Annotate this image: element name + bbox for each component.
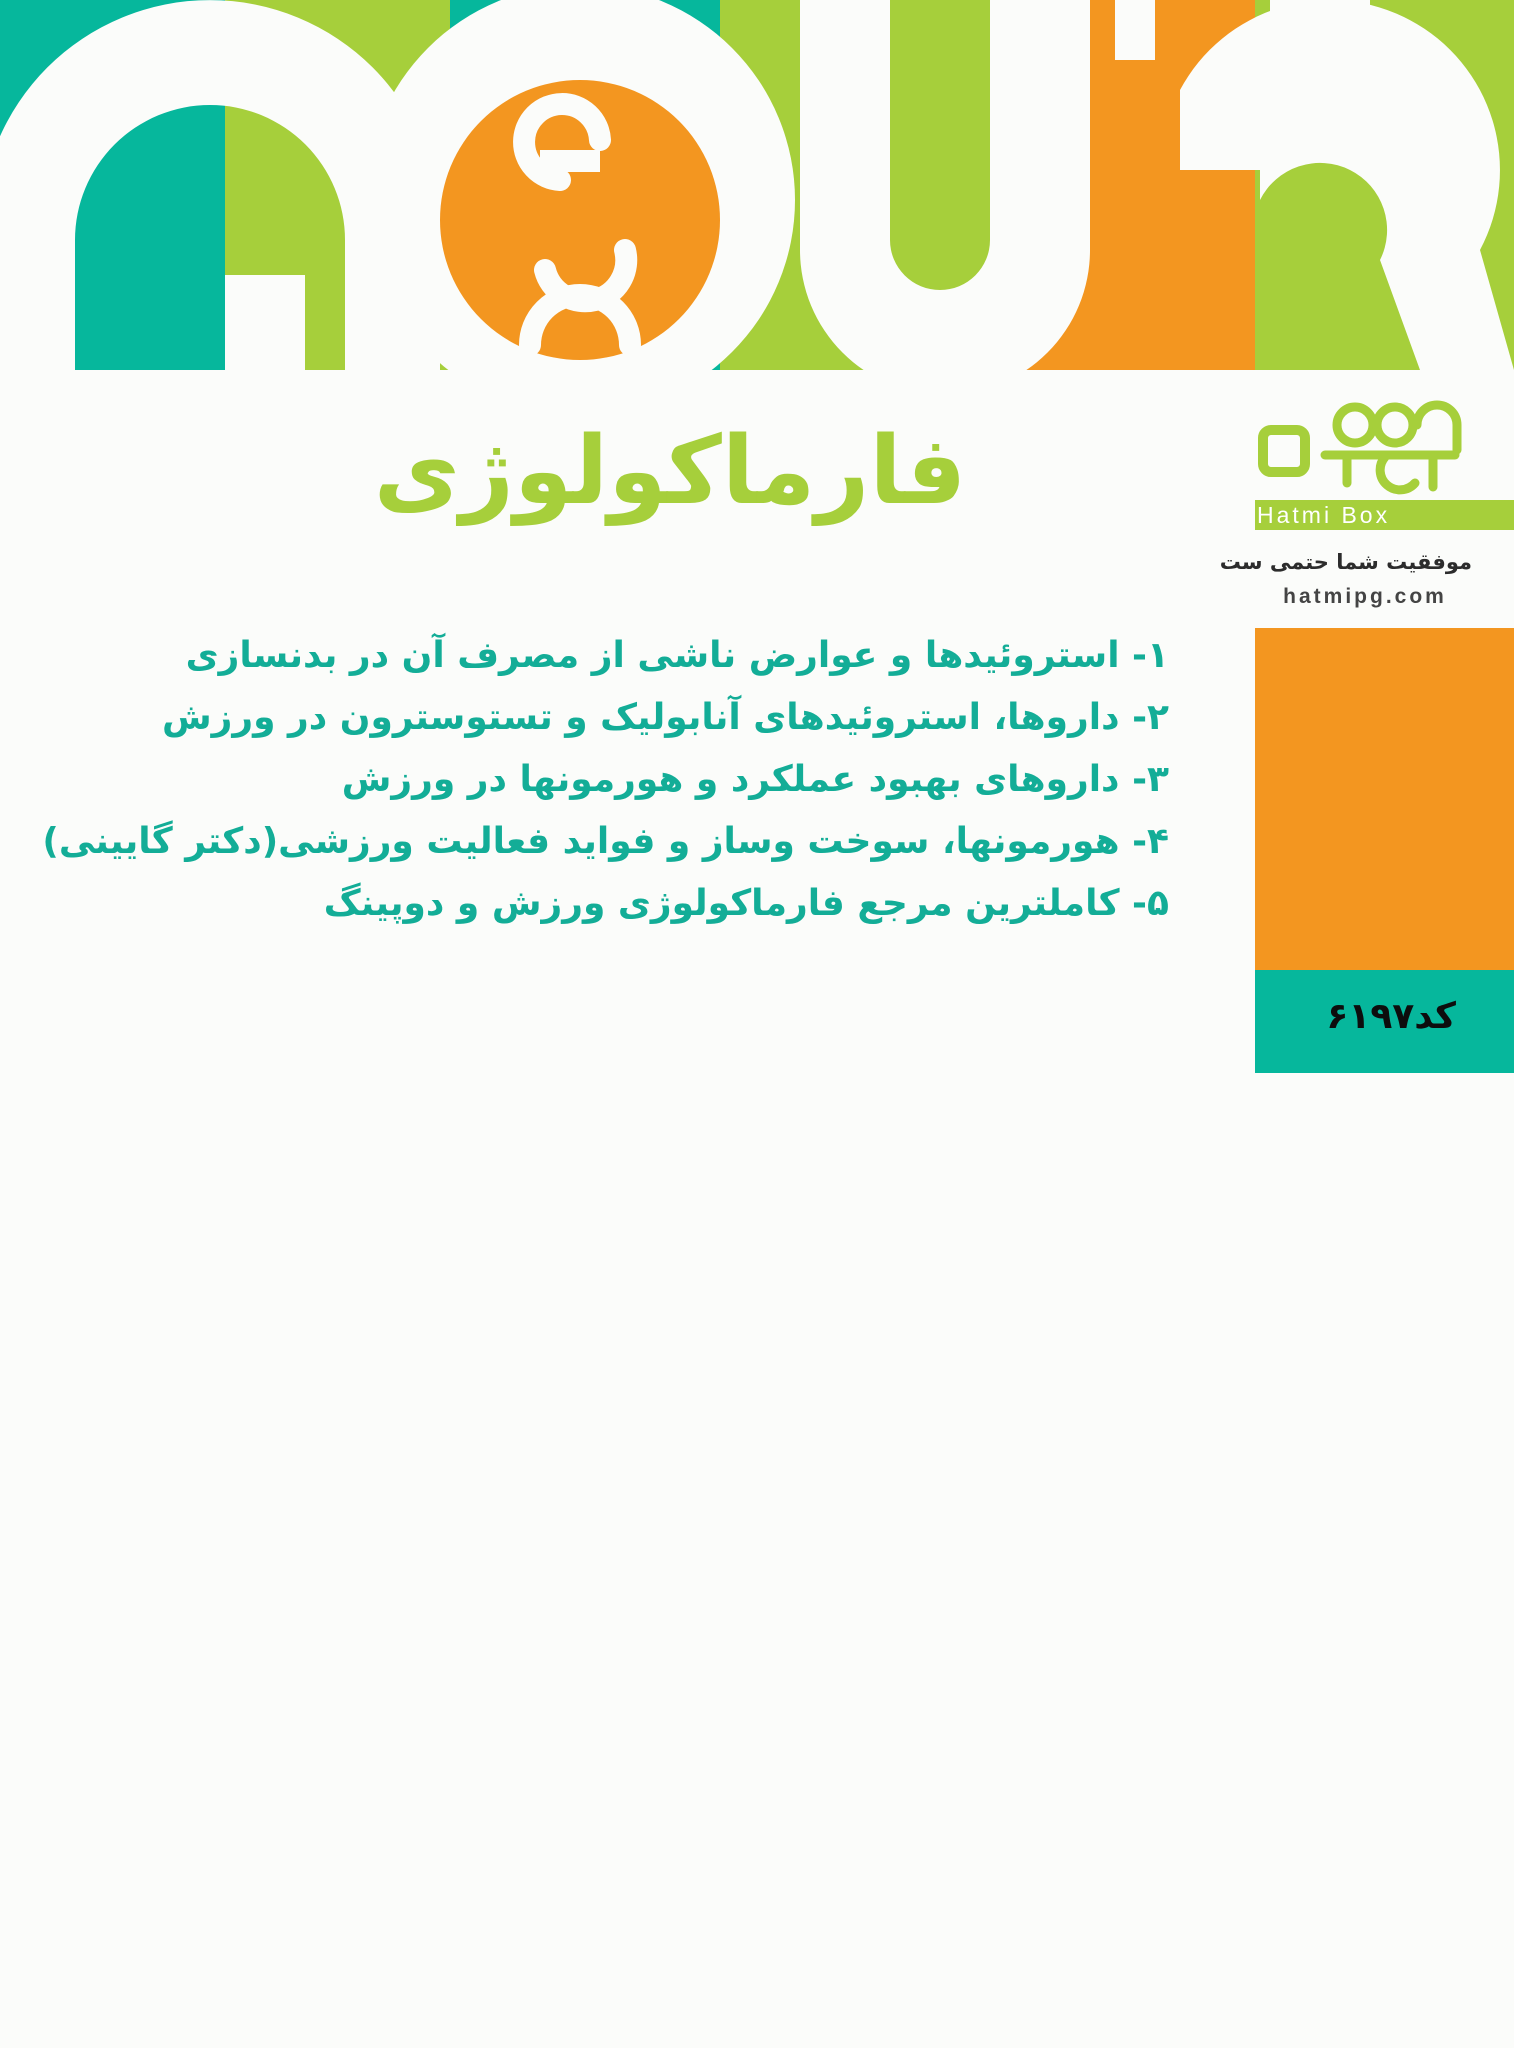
topic-list [42, 625, 1169, 935]
brand-website: hatmipg.com [1283, 585, 1447, 608]
topic-item: ۵- کاملترین مرجع فارماکولوژی ورزش و دوپینگ [323, 883, 1169, 924]
topic-item: ۱- استروئیدها و عوارض ناشی از مصرف آن در بدنسازی [185, 635, 1169, 676]
side-orange-panel [1255, 628, 1514, 970]
code-panel [1255, 970, 1514, 1073]
page-title: فارماکولوژی [373, 417, 967, 526]
brand-block [1219, 395, 1514, 615]
topic-item: ۳- داروهای بهبود عملکرد و هورمونها در ورزش [341, 759, 1169, 800]
topic-item: ۲- داروها، استروئیدهای آنابولیک و تستوسترون در ورزش [161, 697, 1169, 738]
product-code: کد۶۱۹۷ [1326, 996, 1456, 1037]
hatmi-box-logo-icon [1255, 395, 1514, 500]
decorative-banner [0, 0, 1514, 370]
brand-slogan: موفقیت شما حتمی ست [1219, 550, 1472, 574]
topic-item: ۴- هورمونها، سوخت وساز و فواید فعالیت ورزشی(دکتر گایینی) [42, 821, 1169, 862]
brand-name: Hatmi Box [1255, 500, 1514, 530]
